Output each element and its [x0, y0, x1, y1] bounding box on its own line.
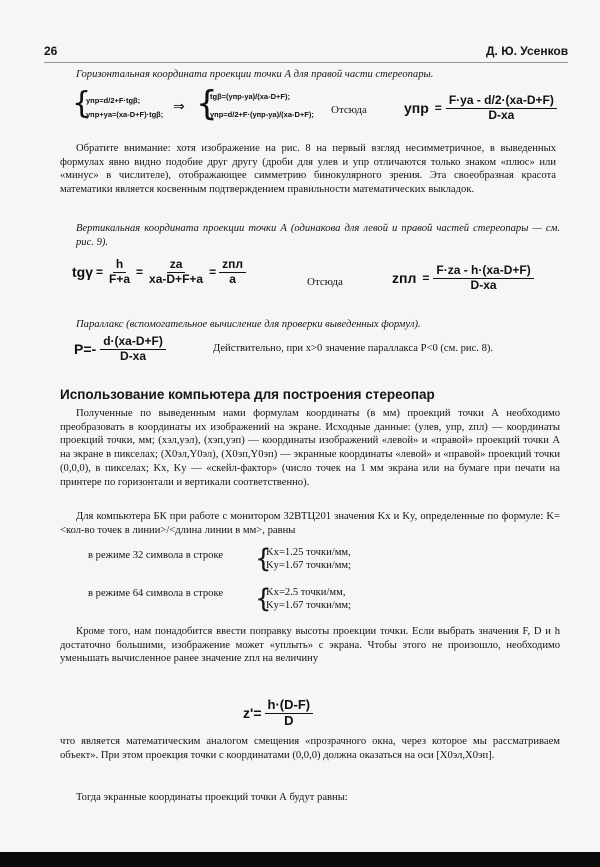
left-brace-icon: {: [255, 584, 272, 614]
tg-fraction-2-denominator: xa-D+F+a: [149, 271, 204, 286]
parallax-denominator: D-xa: [120, 348, 147, 363]
system-1: [72, 86, 172, 126]
formula-parallax: [74, 335, 166, 364]
paragraph-height-correction: Кроме того, нам понадобится ввести поправку высоты проекции точки. Если выбрать значения F, D и h достаточно большими, изображение может «уплыть» с экрана. Чтобы этого не произошло, необходимо уменьшать вычисленное ранее значение zпл на величину: [60, 626, 560, 665]
formula-y-pr-fraction: [446, 94, 557, 123]
z-prime-numerator: h·(D-F): [265, 698, 314, 714]
tg-fraction-3-numerator: zпл: [219, 258, 246, 273]
system-1-line-2: yпр+ya=(xa-D+F)·tgβ;: [86, 110, 164, 119]
equals-sign: =: [96, 265, 104, 280]
paragraph-bk-computer: Для компьютера БК при работе с монитором 32ВТЦ201 значения Kx и Ky, определенные по формуле: K=<кол-во точек в линии>/<длина линии в мм>, равны: [60, 511, 560, 536]
formula-y-pr-lhs: yпр: [404, 100, 429, 117]
tg-fraction-1: [106, 258, 133, 287]
z-prime-fraction: [265, 698, 314, 729]
mode-32-ky: Ky=1.67 точки/мм;: [266, 560, 352, 571]
system-2-line-1: tgβ=(yпр-ya)/(xa-D+F);: [210, 92, 290, 101]
tg-fraction-1-numerator: h: [113, 258, 126, 273]
caption-vertical: Вертикальная координата проекции точки А (одинакова для левой и правой частей стереопары — см. рис. 9).: [76, 223, 560, 248]
otsyuda-2: Отсюда: [307, 276, 343, 288]
formula-z-pl-lhs: zпл: [392, 270, 417, 287]
formula-y-pr-numerator: F·ya - d/2·(xa-D+F): [446, 94, 557, 109]
parallax-fraction: [100, 335, 166, 364]
implies-arrow-icon: ⇒: [173, 99, 185, 115]
parallax-lhs: P=-: [74, 341, 97, 358]
running-header-author: Д. Ю. Усенков: [486, 44, 569, 58]
paragraph-transparent-window: что является математическим аналогом смещения «прозрачного окна, через которое мы рассматриваем объект». При этом проекция точки с координатами (0,0,0) должна оказаться на оси [X0эл,X0эп].: [60, 736, 560, 761]
system-2: [196, 86, 314, 130]
tg-fraction-2: [146, 258, 206, 287]
tg-gamma-lhs: tgγ: [72, 264, 93, 281]
equals-sign: =: [422, 271, 430, 286]
scan-bottom-edge: [0, 852, 600, 867]
formula-y-pr-denominator: D-xa: [488, 107, 515, 122]
formula-y-pr: [404, 94, 557, 123]
left-brace-icon: {: [255, 544, 272, 574]
parallax-numerator: d·(xa-D+F): [100, 335, 166, 350]
tg-fraction-1-denominator: F+a: [109, 271, 131, 286]
paragraph-source-data: Полученные по выведенным нами формулам координаты (в мм) проекций точки А необходимо преобразовать в координаты их изображений на экране. Исходные данные: (yлев, yпр, zпл) — координаты проекций точки, мм; (xэл,yэл), (xэп,yэп) — координаты изображений «левой» и «правой» проекций точки А на экране в пикселах; (X0эл,Y0эл), (X0эп,Y0эп) — экранные координаты «левой» и «правой» проекций точки (0,0,0), в пикселах; Kx, Ky — «скейл-фактор» (число точек на 1 мм экрана или на бумаге при печати на принтере по горизонтали и вертикали соответственно).: [60, 408, 560, 488]
formula-z-prime: [243, 698, 313, 729]
parallax-note: Действительно, при x>0 значение параллакса P<0 (см. рис. 8).: [213, 343, 494, 354]
tg-fraction-2-numerator: za: [167, 258, 186, 273]
equals-sign: =: [209, 265, 217, 280]
paragraph-symmetry: Обратите внимание: хотя изображение на рис. 8 на первый взгляд несимметричное, в выведенных формулах явно видно подобие друг другу (дроби для yлев и yпр отличаются только знаком «плюс» или «минус» в числителе), отображающее симметрию бинокулярного зрения. Эта своеобразная красота математики является косвенным подтверждением правильности математических выкладок.: [60, 143, 556, 196]
tg-fraction-3: [219, 258, 246, 287]
mode-32-kx: Kx=1.25 точки/мм,: [266, 547, 351, 558]
formula-z-pl-fraction: [433, 264, 533, 293]
equals-sign: =: [434, 101, 442, 116]
mode-64-label: в режиме 64 символа в строке: [88, 588, 224, 599]
section-title: Использование компьютера для построения стереопар: [60, 387, 435, 402]
system-2-line-2: yпр=d/2+F·(yпр-ya)/(xa-D+F);: [210, 110, 314, 119]
mode-32: [88, 544, 508, 574]
header-rule: [44, 62, 568, 63]
otsyuda-1: Отсюда: [331, 104, 367, 116]
left-brace-icon: {: [72, 86, 92, 121]
formula-z-pl-numerator: F·za - h·(xa-D+F): [433, 264, 533, 279]
page-number: 26: [44, 44, 58, 58]
tg-fraction-3-denominator: a: [229, 271, 236, 286]
caption-parallax: Параллакс (вспомогательное вычисление для проверки выведенных формул).: [76, 319, 421, 330]
z-prime-lhs: z'=: [243, 705, 262, 722]
paragraph-screen-coords: Тогда экранные координаты проекций точки А будут равны:: [76, 792, 348, 803]
z-prime-denominator: D: [284, 712, 294, 728]
equals-sign: =: [136, 265, 144, 280]
caption-horizontal: Горизонтальная координата проекции точки А для правой части стереопары.: [76, 69, 434, 80]
mode-64-kx: Kx=2.5 точки/мм,: [266, 587, 346, 598]
mode-64: [88, 584, 508, 614]
mode-32-label: в режиме 32 символа в строке: [88, 550, 224, 561]
formula-z-pl: [392, 264, 534, 293]
system-1-line-1: yпр=d/2+F·tgβ;: [86, 96, 141, 105]
mode-64-ky: Ky=1.67 точки/мм;: [266, 600, 352, 611]
formula-tg-gamma: [72, 258, 246, 287]
formula-z-pl-denominator: D-xa: [470, 277, 497, 292]
left-brace-icon: {: [196, 84, 218, 124]
